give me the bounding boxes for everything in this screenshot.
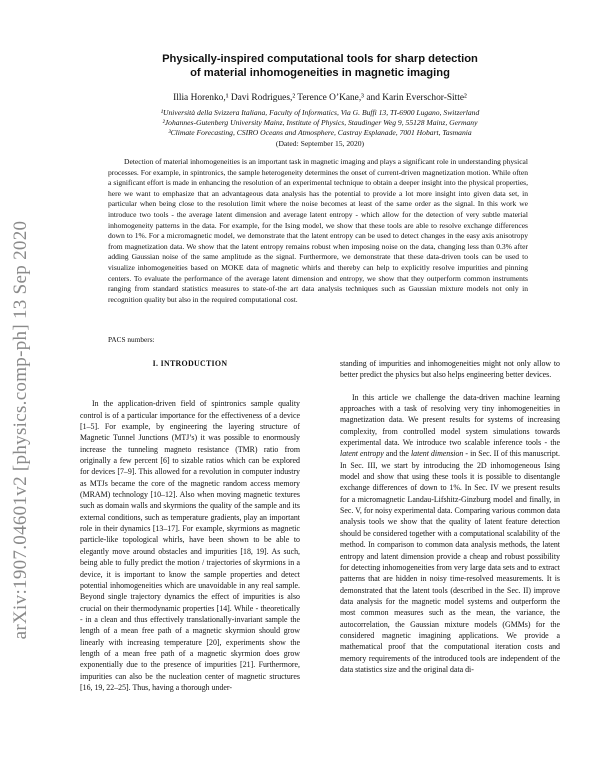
pacs-numbers: PACS numbers: [108, 335, 155, 344]
title-line-1: Physically-inspired computational tools for sharp detection [162, 53, 478, 65]
para2-text-b: and the [383, 449, 411, 459]
affiliation-2: ²Johannes-Gutenberg University Mainz, Institute of Physics, Staudinger Weg 9, 55128 Mainz, Germany [162, 118, 478, 128]
left-column [80, 358, 300, 693]
term-latent-dimension: latent dimension [410, 449, 464, 459]
paper-title [100, 52, 540, 80]
arxiv-id-text: arXiv:1907.04601v2 [physics.comp-ph] 13 Sep 2020 [10, 220, 31, 640]
dated-line: (Dated: September 15, 2020) [275, 138, 365, 148]
arxiv-identifier-stamp [4, 180, 38, 680]
para2-text-a: In this article we challenge the data-driven machine learning approaches with a task of resolving very tiny inhomogeneities in magnetization data. We present results for systems of increasing complexity, from controlled model system simulations towards experimental data. We introduce two scalable inference tools - the [340, 392, 560, 448]
intro-paragraph-1-continued: standing of impurities and inhomogeneities might not only allow to better predict the physics but also helps engineering better devices. [340, 359, 560, 380]
affiliation-3: ³Climate Forecasting, CSIRO Oceans and Atmosphere, Castray Esplanade, 7001 Hobart, Tasmania [168, 128, 472, 138]
section-heading: I. INTRODUCTION [152, 359, 228, 368]
para2-text-c: - in Sec. II of this manuscript. In Sec. III, we start by introducing the 2D inhomogeneous Ising model and show that using these tools it is possible to disentangle exchange differences of down to 1%. In Sec. IV we present results for a micromagnetic Landau-Lifshitz-Ginzburg model and finally, in Sec. V, for noisy experimental data. Comparing various common data analysis tools we show that the quality of latent feature detection should be considered together with a computational scalability of the method. In comparison to common data analysis methods, the latent entropy and latent dimension provide a cheap and robust possibility for detecting inhomogeneities from very large data sets and to extract patterns that are hidden in noisy time-resolved measurements. It is demonstrated that the latent tools (described in the Sec. II) improve data analysis for the magnetic model systems and outperform the most common measures such as the mean, the variance, the autocorrelation, the Gaussian mixture models (GMMs) for the considered magnetic imagining applications. We provide a mathematical proof that the computational iteration costs and memory requirements of the introduced tools are independent of the data statistics size and the original data di- [340, 449, 560, 674]
author-list: Illia Horenko,¹ Davi Rodrigues,² Terence O’Kane,³ and Karin Everschor-Sitte² [173, 93, 467, 103]
term-latent-entropy: latent entropy [340, 449, 384, 459]
abstract: Detection of material inhomogeneities is an important task in magnetic imaging and plays a significant role in understanding physical processes. For example, in spintronics, the sample heterogeneity determines the onset of current-driven magnetization motion. While often a significant effort is made in enhancing the resolution of an experimental technique to obtain a deeper insight into the physical properties, here we want to emphasize that an advantageous data analysis has the potential to provide a lot more insight into given data set, in particular when being close to the resolution limit where the noise becomes at least of the same order as the signal. In this work we introduce two tools - the average latent dimension and average latent entropy - which allow for the detection of very subtle material inhomogeneity patterns in the data. For example, for the Ising model, we show that these tools are able to resolve exchange differences down to 1%. For a micromagnetic model, we demonstrate that the latent entropy can be used to detect changes in the easy axis anisotropy from magnetization data. We show that the latent entropy remains robust when imposing noise on the data, changing less than 0.3% after adding Gaussian noise of the same amplitude as the signal. Furthermore, we demonstrate that these data-driven tools can be used to visualize inhomogeneities based on MOKE data of magnetic whirls and thereby can help to explicitly resolve impurities and pinning centers. To evaluate the performance of the average latent dimension and entropy, we show that they outperform common instruments ranging from standard statistics measures to state-of-the art data analysis techniques such as Gaussian mixture models not only in recognition quality but also in the required computational cost. [108, 157, 528, 304]
affiliation-1: ¹Università della Svizzera Italiana, Faculty of Informatics, Via G. Buffi 13, TI-6900 Lugano, Switzerland [160, 108, 480, 117]
right-column [340, 358, 560, 675]
title-line-2: of material inhomogeneities in magnetic imaging [190, 67, 450, 79]
affiliations [60, 108, 580, 149]
intro-paragraph-2 [340, 392, 560, 676]
intro-paragraph-1: In the application-driven field of spintronics sample quality control is of a particular importance for the effectiveness of a device [1–5]. For example, by engineering the layering structure of Magnetic Tunnel Junctions (MTJ’s) it was possible to enormously increase the tunneling magneto resistance (TMR) ratio from originally a few percent [6] to sizable ratios which can be explored for devices [7–9]. This allowed for a revolution in computer industry as MTJs became the core of the magnetic random access memory (MRAM) technology [10–12]. Also when moving magnetic textures such as domain walls and skyrmions the quality of the sample and its external conditions, such as temperature gradients, play an important role in their dynamics [13–17]. For example, skyrmions as magnetic particle-like topological whirls, have been shown to be able to elegantly move around obstacles and impurities [18, 19]. As such, being able to fully predict the motion / trajectories of skyrmions in a device, it is important to know the sample properties and detect potential inhomogeneities which are unavoidable in any real sample. Beyond single trajectory dynamics the effect of impurities is also crucial on their thermodynamic properties [14]. While - theoretically - in a clean and thus effectively translationally-invariant sample the length of a mean free path of a magnetic skyrmion should grow linearly with increasing temperature [20], experiments show the length of a mean free path of a magnetic skyrmion does grow exponentially due to the presence of impurities [21]. Furthermore, impurities can also be the nucleation center of magnetic structures [16, 19, 22–25]. Thus, having a thorough under- [80, 399, 300, 692]
